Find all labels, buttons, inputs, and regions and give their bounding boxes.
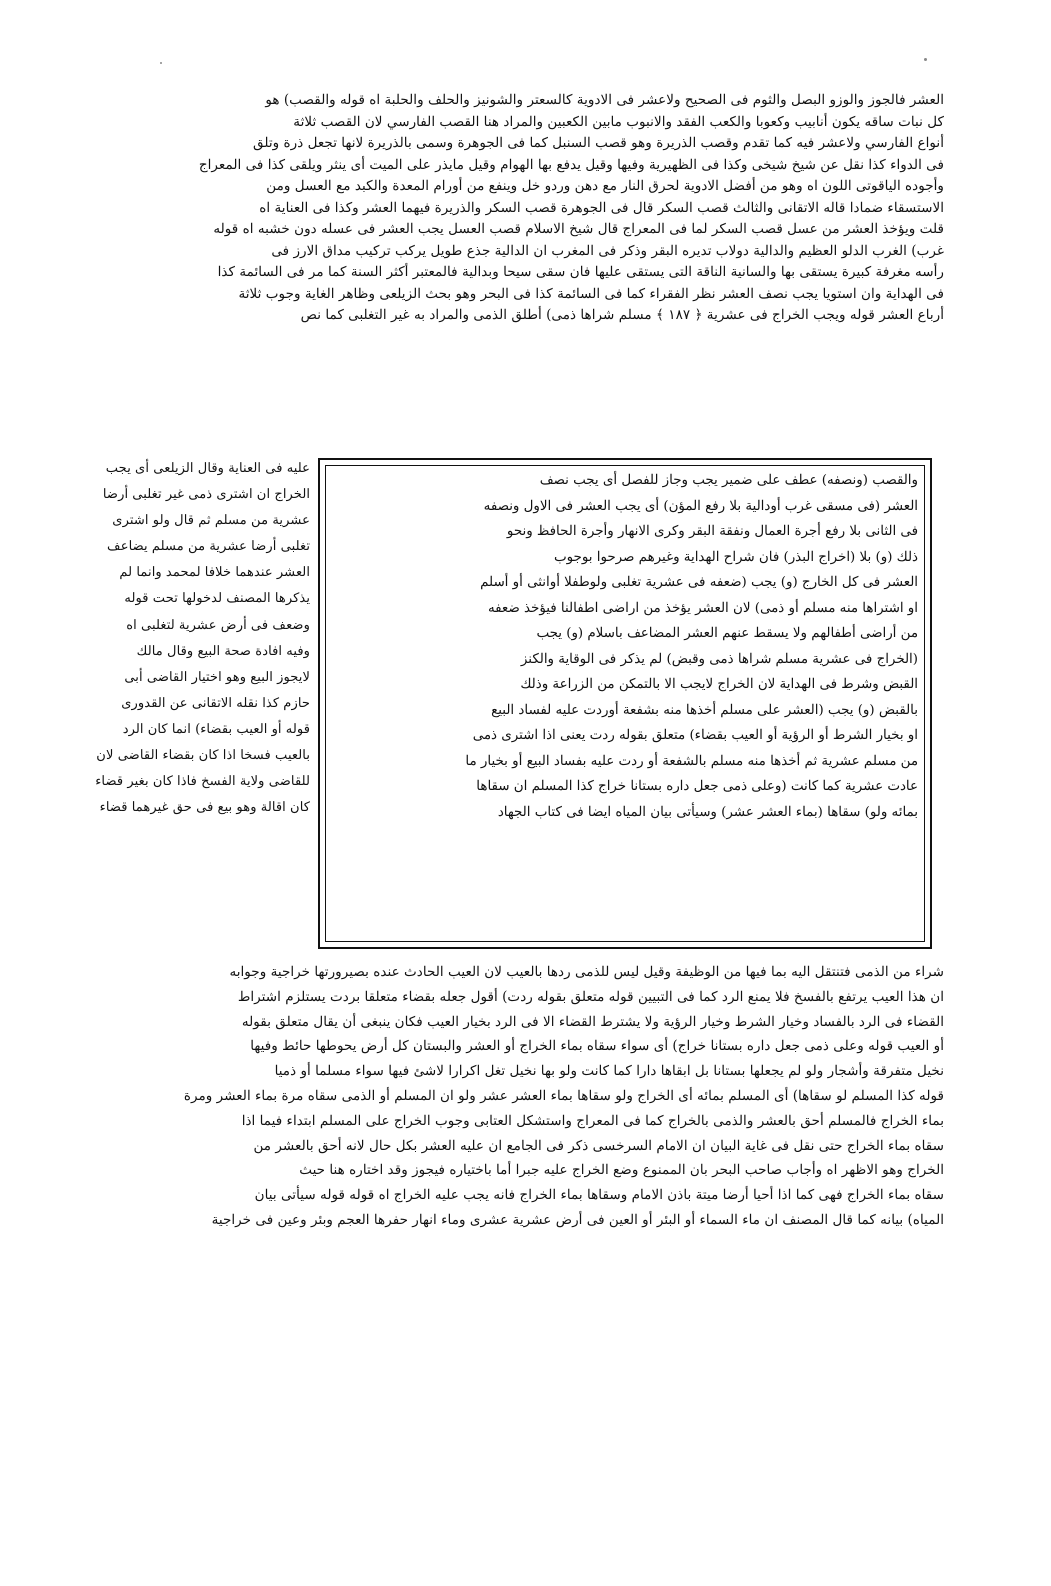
side-text-line: الخراج ان اشترى ذمى غير تغلبى أرضا bbox=[102, 487, 310, 503]
lower-commentary bbox=[68, 960, 944, 1233]
scan-speck bbox=[160, 62, 162, 64]
text-line: شراء من الذمى فتنتقل اليه بما فيها من الوظيفة وقيل ليس للذمى ردها بالعيب لان العيب الحادث عنده بصيرورتها خراجية وجوابه bbox=[229, 964, 944, 980]
main-text-line: من مسلم عشرية ثم أخذها منه مسلم بالشفعة أو ردت عليه بفساد البيع أو بخيار ما bbox=[465, 753, 918, 769]
side-text-line: كان اقالة وهو بيع فى حق غيرهما قضاء bbox=[99, 800, 310, 816]
side-text-line: يذكرها المصنف لدخولها تحت قوله bbox=[124, 591, 310, 607]
side-text-line: بالعيب فسخا اذا كان بقضاء القاضى لان bbox=[96, 748, 310, 764]
side-text-line: تغلبى أرضا عشرية من مسلم يضاعف bbox=[107, 539, 310, 555]
side-text-line: حازم كذا نقله الاتقانى عن القدورى bbox=[121, 695, 310, 711]
main-text bbox=[330, 468, 918, 825]
upper-commentary bbox=[68, 90, 944, 327]
side-commentary bbox=[70, 456, 310, 821]
side-text-line: لايجوز البيع وهو اختيار القاضى أبى bbox=[124, 669, 310, 685]
text-line: الاستسقاء ضمادا قاله الاتقانى والثالث قصب السكر قال فى الجوهرة قصب السكر والذريرة فيهما العشر وكذا فى العناية اه bbox=[259, 199, 944, 216]
main-text-line: (الخراج فى عشرية مسلم شراها ذمى وقبض) لم يذكر فى الوقاية والكنز bbox=[520, 651, 918, 667]
text-line: سقاه بماء الخراج حتى نقل فى غاية البيان ان الامام السرخسى ذكر فى الجامع ان عليه العشر بكل حال لانه أحق بالعشر من bbox=[253, 1137, 944, 1154]
text-line: المياه) بيانه كما قال المصنف ان ماء السماء أو البئر أو العين فى أرض عشرية عشرى وماء انهار حفرها العجم وبئر وعين فى خراجية bbox=[211, 1211, 944, 1228]
text-line-with-page-number: أرباع العشر قوله ويجب الخراج فى عشرية ﴿ ١٨٧ ﴾ مسلم شراها ذمى) أطلق الذمى والمراد به غير التغلبى كما نص bbox=[300, 307, 944, 323]
text-line: ان هذا العيب يرتفع بالفسخ فلا يمنع الرد كما فى التبيين قوله متعلق بقوله ردت) أقول جعله بقضاء متعلقا بردت يستلزم اشتراط bbox=[237, 988, 944, 1005]
main-text-line: والقصب (ونصفه) عطف على ضمير يجب وجاز للفصل أى يجب نصف bbox=[539, 473, 918, 488]
main-text-line: القبض وشرط فى الهداية لان الخراج لايجب الا بالتمكن من الزراعة وذلك bbox=[520, 677, 918, 692]
main-text-frame bbox=[318, 458, 932, 949]
text-line: فى الهداية وان استويا يجب نصف العشر نظر الفقراء كما فى السائمة كذا فى البحر وهو بحث الزيلعى وظاهر الغاية وجوب ثلاثة bbox=[238, 285, 944, 302]
main-text-line: عادت عشرية كما كانت (وعلى ذمى جعل داره بستانا خراج كذا المسلم ان سقاها bbox=[476, 779, 918, 794]
text-line: نخيل متفرقة وأشجار ولو لم يجعلها بستانا بل ابقاها دارا كما كانت ولو بها نخيل تغل اكرارا لاشئ فيها سواء مسلما أو ذميا bbox=[274, 1063, 944, 1080]
side-text-line: وضعف فى أرض عشرية لتغلبى اه bbox=[126, 617, 310, 633]
main-text-line: او اشتراها منه مسلم أو ذمى) لان العشر يؤخذ من اراضى اطفالنا فيؤخذ ضعفه bbox=[487, 600, 918, 616]
text-line: غرب) الغرب الدلو العظيم والدالية دولاب تديره البقر وذكر فى المغرب ان الدالية جذع طويل يركب تركيب مداق الارز فى bbox=[271, 242, 944, 259]
text-line: بماء الخراج فالمسلم أحق بالعشر والذمى بالخراج كما فى المعراج واستشكل العتابى وجوب الخراج على المسلم ابتداء فيما اذا bbox=[241, 1112, 944, 1129]
main-text-line: فى الثانى بلا رفع أجرة العمال ونفقة البقر وكرى الانهار وأجرة الحافظ ونحو bbox=[506, 524, 918, 539]
text-line: كل نبات ساقه يكون أنابيب وكعوبا والكعب الفقد والانبوب مابين الكعبين والمراد هنا القصب الفارسي لان القصب ثلاثة bbox=[293, 113, 944, 130]
text-line: فى الدواء كذا نقل عن شيخ شيخى وكذا فى الظهيرية وفيها وقيل يدفع بها الهوام وقيل مايذر على الميت أى ينثر ويلقى كذا فى المعراج bbox=[198, 156, 944, 173]
text-line: القضاء فى الرد بالفساد وخيار الشرط وخيار الرؤية ولا يشترط القضاء الا فى الرد بخيار العيب فكان ينبغى أن يقال متعلق بقوله bbox=[241, 1013, 944, 1030]
text-line: وأجوده الياقوتى اللون اه وهو من أفضل الادوية لحرق النار مع دهن وردو خل وينفع من أورام المعدة والكبد مع العسل ومن bbox=[266, 178, 944, 194]
text-line: سقاه بماء الخراج فهى كما اذا أحيا أرضا ميتة باذن الامام وسقاها بماء الخراج فانه يجب عليه الخراج اه قوله قوله سيأتى بيان bbox=[254, 1187, 944, 1204]
main-text-line: العشر (فى مسقى غرب أودالية بلا رفع المؤن) أى يجب العشر فى الاول ونصفه bbox=[483, 498, 918, 514]
text-line: الخراج وهو الاظهر اه وأجاب صاحب البحر بان الممنوع وضع الخراج عليه جبرا أما باختياره فيجوز وقد اختاره هنا حيث bbox=[299, 1162, 944, 1179]
main-text-line: العشر فى كل الخارج (و) يجب (ضعفه فى عشرية تغلبى ولوطفلا أوانثى أو أسلم bbox=[480, 575, 918, 590]
side-text-line: قوله أو العيب بقضاء) انما كان الرد bbox=[122, 721, 310, 737]
main-text-line: من أراضى أطفالهم ولا يسقط عنهم العشر المضاعف باسلام (و) يجب bbox=[536, 626, 918, 641]
side-text-line: وفيه افادة صحة البيع وقال مالك bbox=[136, 643, 310, 659]
text-line: قلت ويؤخذ العشر من عسل قصب السكر لما فى المعراج قال شيخ الاسلام قصب العسل يجب العشر فى عسله دون خشبه اه قوله bbox=[213, 221, 944, 237]
main-text-line: بالقبض (و) يجب (العشر على مسلم أخذها منه بشفعة أوردت عليه لفساد البيع bbox=[491, 702, 918, 718]
text-line: العشر فالجوز والوزو البصل والثوم فى الصحيح ولاعشر فى الادوية كالسعتر والشونيز والحلف والحلبة اه قوله والقصب) هو bbox=[265, 92, 944, 108]
side-text-line: للقاضى ولاية الفسخ فاذا كان بغير قضاء bbox=[95, 774, 310, 790]
main-text-line: بمائه ولو) سقاها (بماء العشر عشر) وسيأتى بيان المياه ايضا فى كتاب الجهاد bbox=[497, 804, 918, 820]
main-text-line: ذلك (و) بلا (اخراج البذر) فان شراح الهداية وغيرهم صرحوا بوجوب bbox=[554, 549, 918, 565]
text-line: أنواع الفارسي ولاعشر فيه كما تقدم وقصب الذريرة وهو قصب السنبل كما فى الجوهرة وسمى بالذريرة لانها تجعل ذرة وتلق bbox=[253, 135, 944, 151]
side-text-line: العشر عندهما خلافا لمحمد وانما لم bbox=[119, 565, 310, 581]
main-text-line: او بخيار الشرط أو الرؤية أو العيب بقضاء) متعلق بقوله ردت يعنى اذا اشترى ذمى bbox=[472, 728, 918, 743]
text-line: رأسه مغرفة كبيرة يستقى بها والسانية الناقة التى يستقى عليها فان سقى سيحا وبدالية فالمعتبر أكثر السنة كما مر فى السائمة كذا bbox=[217, 264, 944, 280]
scan-speck bbox=[924, 58, 927, 61]
text-line: قوله كذا المسلم لو سقاها) أى المسلم بمائه أى الخراج ولو سقاها بماء العشر عشر ولو ان المسلم أو الذمى سقاه مرة بماء العشر ومرة bbox=[183, 1087, 944, 1104]
text-line: أو العيب قوله وعلى ذمى جعل داره بستانا خراج) أى سواء سقاه بماء الخراج أو العشر والبستان كل أرض يحوطها حائط وفيها bbox=[250, 1038, 944, 1055]
side-text-line: عشرية من مسلم ثم قال ولو اشترى bbox=[112, 513, 310, 529]
side-text-line: عليه فى العناية وقال الزيلعى أى يجب bbox=[105, 461, 310, 476]
